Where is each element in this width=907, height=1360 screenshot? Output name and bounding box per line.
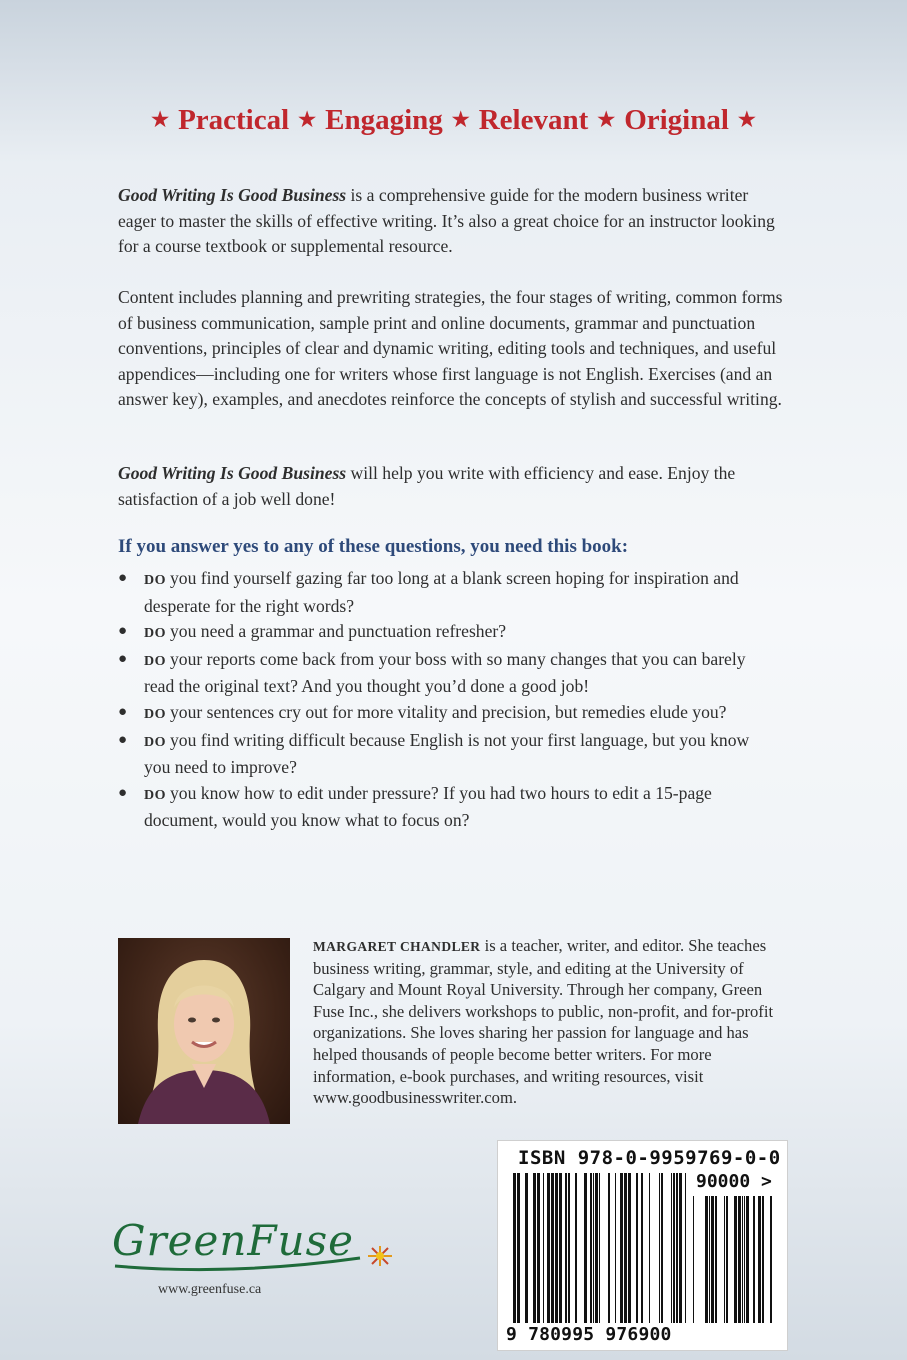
list-item [118, 728, 758, 781]
barcode-bar [624, 1173, 627, 1323]
barcode-bar [770, 1196, 772, 1323]
intro-p2-text: Content includes planning and prewriting strategies, the four stages of writing, common forms of business communication, sample print and online documents, grammar and punctuation conventions, principles of clear and dynamic writing, editing tools and techniques, and useful appendices—including one for writers whose first language is not English. Exercises (and an answer key), examples, and anecdotes reinforce the concepts of stylish and successful writing. [118, 287, 783, 410]
tagline-practical: Practical [178, 104, 290, 136]
tagline-engaging: Engaging [325, 104, 443, 136]
barcode-bar [555, 1173, 558, 1323]
barcode-bar [636, 1173, 638, 1323]
barcode-bar [628, 1173, 631, 1323]
list-item [118, 566, 758, 619]
barcode-bar [744, 1196, 745, 1323]
logo-wordmark: GreenFuse [112, 1216, 354, 1265]
intro-paragraph-1 [118, 183, 790, 260]
publisher-url: www.greenfuse.ca [158, 1282, 262, 1297]
isbn-label: ISBN 978-0-9959769-0-0 [518, 1147, 781, 1169]
star-icon: ★ [298, 109, 317, 131]
barcode-bar [525, 1173, 528, 1323]
addon-barcode-bars [693, 1196, 779, 1323]
barcode-bar [705, 1196, 708, 1323]
intro-paragraph-3 [118, 461, 790, 512]
barcode-bar [599, 1173, 600, 1323]
author-bio [313, 935, 793, 1109]
bullet-icon: ● [118, 623, 128, 640]
tagline-relevant: Relevant [478, 104, 589, 136]
lead-word: DO [144, 787, 166, 803]
barcode-bar [742, 1196, 743, 1323]
star-icon: ★ [451, 109, 470, 131]
barcode-bar [547, 1173, 550, 1323]
author-name: MARGARET CHANDLER [313, 939, 481, 954]
lead-word: DO [144, 734, 166, 750]
barcode-bar [746, 1196, 749, 1323]
barcode-bar [679, 1173, 682, 1323]
lead-word: DO [144, 706, 166, 722]
barcode-bar [676, 1173, 678, 1323]
star-icon: ★ [597, 109, 616, 131]
questions-heading: If you answer yes to any of these questions, you need this book: [118, 536, 629, 557]
questions-list [118, 566, 758, 834]
question-text: your reports come back from your boss with so many changes that you can barely read the original text? And you thought you’d done a good job! [144, 648, 746, 697]
barcode-bar [533, 1173, 536, 1323]
barcode-bar [595, 1173, 598, 1323]
barcode-bar [715, 1196, 717, 1323]
swoosh-spark-icon [110, 1246, 400, 1276]
star-icon: ★ [151, 109, 170, 131]
lead-word: DO [144, 626, 166, 642]
barcode-bar [517, 1173, 520, 1323]
barcode-bar [649, 1173, 650, 1323]
barcode-bar [543, 1173, 544, 1323]
barcode-bar [671, 1173, 672, 1323]
barcode-bar [513, 1173, 516, 1323]
barcode-bar [753, 1196, 755, 1323]
price-addon-label: 90000 > [696, 1171, 772, 1192]
list-item [118, 700, 758, 728]
publisher-logo [100, 1216, 400, 1276]
tagline-bar [0, 104, 907, 137]
barcode-bar [575, 1173, 577, 1323]
list-item [118, 781, 758, 834]
question-text: you need a grammar and punctuation refresher? [170, 621, 507, 642]
barcode-bar [584, 1173, 587, 1323]
book-title: Good Writing Is Good Business [118, 185, 347, 205]
barcode-bar [608, 1173, 610, 1323]
question-text: your sentences cry out for more vitality and precision, but remedies elude you? [170, 701, 727, 722]
bullet-icon: ● [118, 570, 128, 586]
barcode-bar [758, 1196, 761, 1323]
barcode-bar [711, 1196, 714, 1323]
barcode-bar [659, 1173, 660, 1323]
tagline-original: Original [624, 104, 729, 136]
lead-word: DO [144, 653, 166, 669]
author-photo [118, 938, 290, 1124]
barcode-bar [726, 1196, 728, 1323]
barcode-bar [551, 1173, 554, 1323]
question-text: you find writing difficult because English is not your first language, but you know you need to improve? [144, 729, 750, 778]
author-bio-text: is a teacher, writer, and editor. She teaches business writing, grammar, style, and editing at the University of Calgary and Mount Royal University. Through her company, Green Fuse Inc., she delivers workshops to public, non-profit, and for-profit organizations. She loves sharing her passion for language and has helped thousands of people become better writers. For more information, e-book purchases, and writing resources, visit www.goodbusinesswriter.com. [313, 936, 774, 1108]
barcode-bar [620, 1173, 623, 1323]
question-text: you know how to edit under pressure? If you had two hours to edit a 15-page document, would you know what to focus on? [144, 782, 712, 831]
book-title: Good Writing Is Good Business [118, 463, 347, 483]
barcode-bar [559, 1173, 562, 1323]
intro-p3-text: will help you write with efficiency and ease. Enjoy the satisfaction of a job well done! [118, 463, 736, 509]
barcode-bar [734, 1196, 737, 1323]
intro-p1-text: is a comprehensive guide for the modern business writer eager to master the skills of effective writing. It’s also a great choice for an instructor looking for a course textbook or supplemental resource. [118, 185, 775, 257]
isbn-barcode [497, 1140, 788, 1351]
barcode-bar [738, 1196, 741, 1323]
list-item [118, 619, 758, 647]
barcode-bar [661, 1173, 663, 1323]
barcode-bar [615, 1173, 616, 1323]
star-icon: ★ [737, 109, 756, 131]
intro-paragraph-2 [118, 285, 790, 413]
barcode-bar [565, 1173, 567, 1323]
barcode-bar [593, 1173, 594, 1323]
barcode-bar [673, 1173, 675, 1323]
barcode-bar [709, 1196, 710, 1323]
bullet-icon: ● [118, 784, 128, 801]
barcode-bar [537, 1173, 540, 1323]
barcode-bar [762, 1196, 764, 1323]
barcode-bar [693, 1196, 694, 1323]
list-item [118, 647, 758, 700]
barcode-bar [590, 1173, 592, 1323]
bullet-icon: ● [118, 703, 128, 720]
barcode-bar [641, 1173, 643, 1323]
ean-barcode-bars [506, 1173, 692, 1323]
lead-word: DO [144, 573, 166, 588]
barcode-bar [724, 1196, 725, 1323]
bullet-icon: ● [118, 731, 128, 748]
ean-digits: 9 780995 976900 [506, 1324, 672, 1345]
question-text: you find yourself gazing far too long at a blank screen hoping for inspiration and desperate for the right words? [144, 568, 739, 616]
bullet-icon: ● [118, 650, 128, 667]
author-portrait-illustration [118, 938, 290, 1124]
barcode-bar [685, 1173, 686, 1323]
barcode-bar [568, 1173, 570, 1323]
